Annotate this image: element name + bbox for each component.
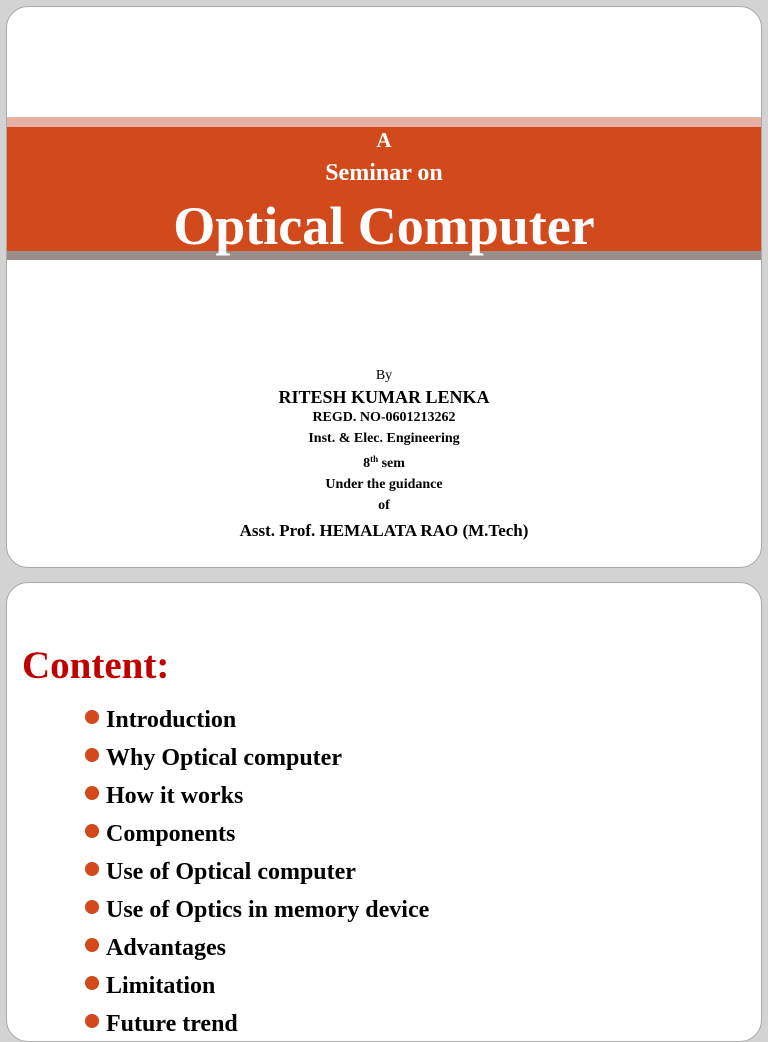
list-item [85,967,429,1005]
title-slide [6,6,762,568]
list-item-label: Introduction [106,707,237,733]
credits-block [7,365,761,544]
bullet-icon [85,938,99,952]
content-heading: Content: [22,644,170,687]
list-item [85,777,429,815]
list-item-label: Advantages [106,935,227,961]
list-item [85,929,429,967]
by-label: By [375,368,393,383]
bullet-icon [85,824,99,838]
content-slide [6,582,762,1042]
bullet-icon [85,786,99,800]
title-subtitle: Seminar on [325,160,443,186]
semester-label: sem [381,456,405,471]
title-prefix: A [376,128,392,152]
author-name: RITESH KUMAR LENKA [278,387,490,407]
semester-suffix: th [370,454,379,464]
department: Inst. & Elec. Engineering [308,431,460,446]
list-item [85,701,429,739]
guide-name: Asst. Prof. HEMALATA RAO (M.Tech) [239,521,529,540]
semester-number: 8 [363,456,371,471]
bullet-icon [85,862,99,876]
list-item-label: Components [106,821,236,847]
list-item-label: Why Optical computer [106,745,342,771]
list-item-label: How it works [106,783,244,809]
bullet-icon [85,710,99,724]
registration-number: REGD. NO-0601213262 [312,410,456,425]
bullet-icon [85,976,99,990]
bullet-icon [85,748,99,762]
list-item [85,853,429,891]
list-item-label: Use of Optics in memory device [106,897,430,923]
list-item-label: Use of Optical computer [106,859,356,885]
of-label: of [378,498,390,513]
list-item-label: Limitation [106,973,216,999]
list-item [85,891,429,929]
bullet-icon [85,900,99,914]
semester [7,449,761,474]
list-item [85,815,429,853]
bullet-icon [85,1014,99,1028]
content-list [85,701,429,1042]
list-item-label: Future trend [106,1011,238,1037]
list-item [85,739,429,777]
title-band-top-stripe [7,117,761,127]
slide-title: Optical Computer [173,196,595,256]
guidance-label: Under the guidance [325,477,443,492]
